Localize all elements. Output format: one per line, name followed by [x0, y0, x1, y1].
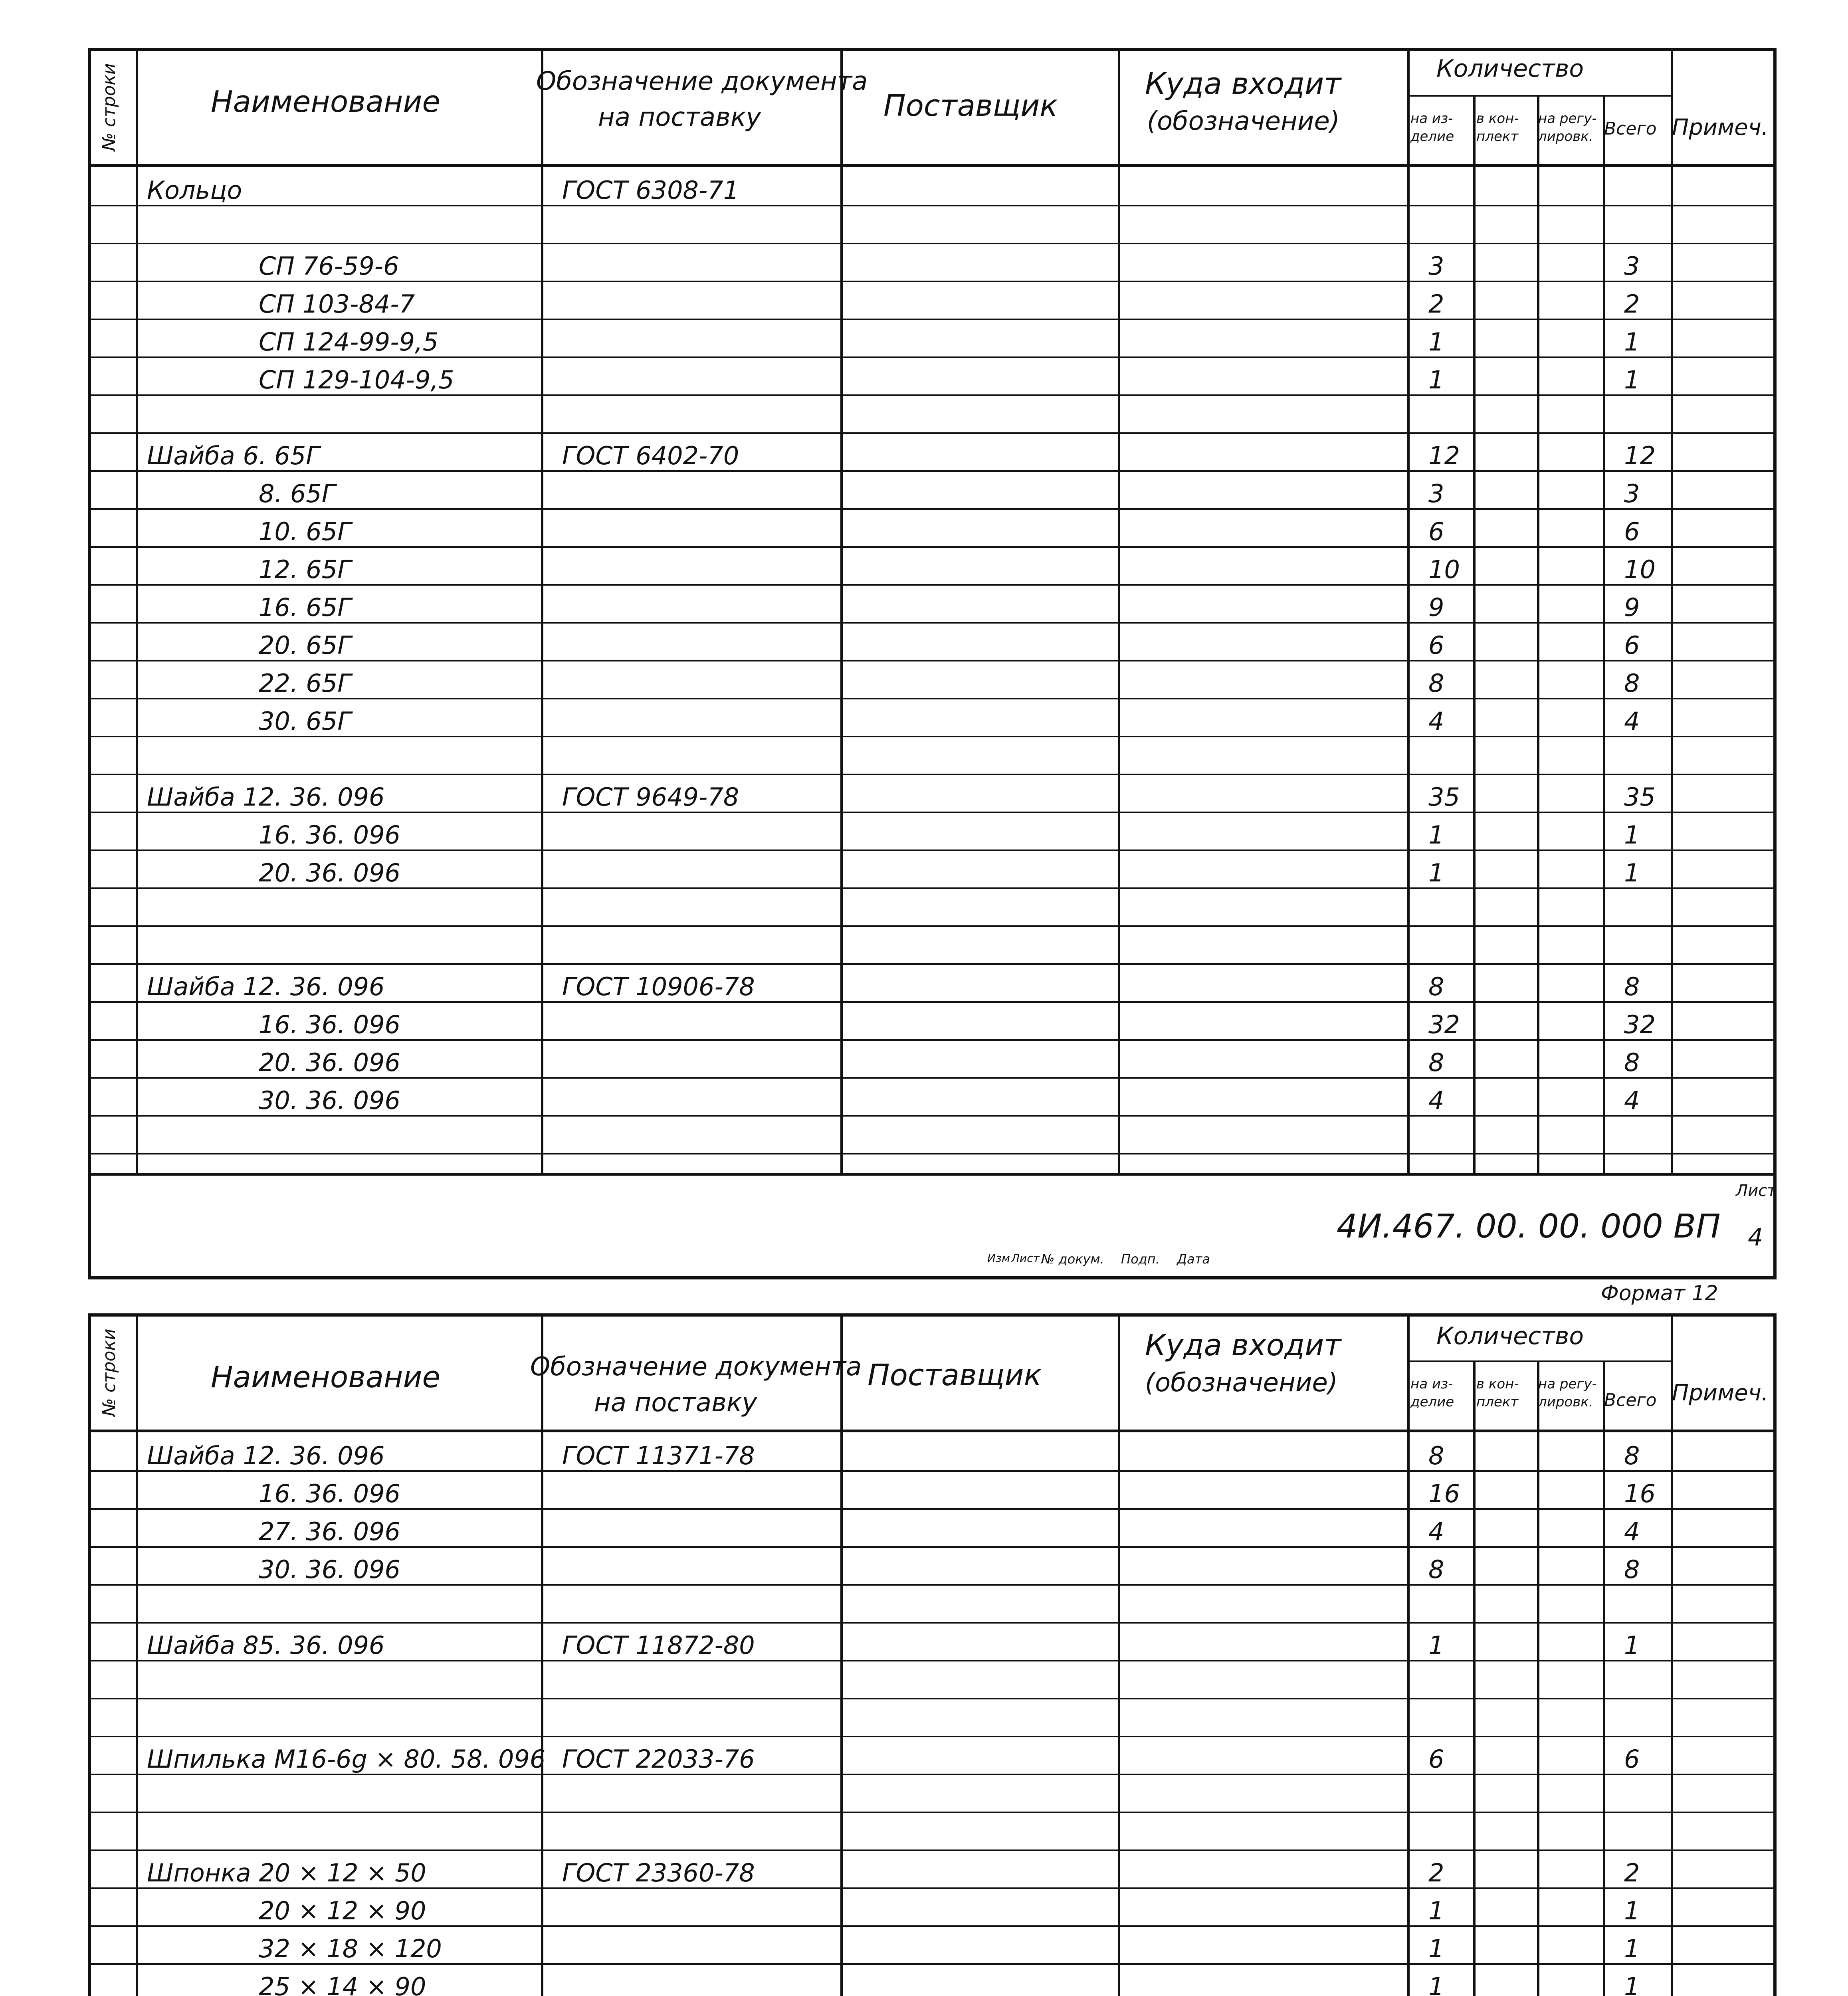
- qty-total: 10: [1624, 555, 1656, 584]
- item-name: СП 103-84-7: [259, 289, 415, 319]
- qty-per-item: 9: [1428, 593, 1444, 622]
- item-name: Шайба 12. 36. 096: [147, 972, 385, 1001]
- header-doc-1: Обозначение документа: [536, 67, 868, 96]
- item-name: 16. 65Г: [259, 593, 351, 622]
- column-divider: [840, 51, 843, 1173]
- qty-per-item: 12: [1428, 441, 1460, 470]
- header-where-1: Куда входит: [1145, 67, 1341, 101]
- item-name: 20. 36. 096: [259, 1048, 400, 1077]
- qty-per-item: 32: [1428, 1010, 1460, 1039]
- column-divider: [1407, 1317, 1410, 1996]
- header-doc-2: на поставку: [594, 1388, 757, 1418]
- qty-total: 6: [1624, 517, 1640, 546]
- row-divider: [91, 1001, 1773, 1003]
- row-divider: [91, 281, 1773, 282]
- row-divider: [91, 319, 1773, 320]
- row-divider: [91, 1470, 1773, 1472]
- item-name: Кольцо: [147, 176, 242, 205]
- item-name: Шайба 85. 36. 096: [147, 1631, 385, 1660]
- column-divider: [1407, 51, 1410, 1173]
- qty-total: 8: [1624, 1555, 1640, 1584]
- qty-total: 32: [1624, 1010, 1656, 1039]
- header-doc-1: Обозначение документа: [530, 1352, 862, 1382]
- qty-total: 1: [1624, 1631, 1640, 1660]
- column-divider: [1603, 95, 1605, 1173]
- item-name: 25 × 14 × 90: [259, 1972, 426, 1996]
- row-divider: [91, 1887, 1773, 1889]
- row-divider: [91, 1077, 1773, 1079]
- sheet-4: [88, 48, 1777, 1279]
- header-q1-1: на из-: [1410, 1376, 1453, 1392]
- row-divider: [91, 849, 1773, 851]
- header-q4: Всего: [1604, 1390, 1657, 1410]
- item-document: ГОСТ 6308-71: [562, 176, 739, 205]
- item-name: 10. 65Г: [259, 517, 351, 546]
- row-divider: [91, 1622, 1773, 1624]
- header-q2-2: плект: [1476, 129, 1519, 145]
- qty-total: 4: [1624, 1517, 1640, 1546]
- header-note: Примеч.: [1672, 115, 1769, 141]
- item-document: ГОСТ 11872-80: [562, 1631, 755, 1660]
- qty-per-item: 6: [1428, 1745, 1444, 1774]
- qty-per-item: 8: [1428, 972, 1444, 1001]
- qty-total: 8: [1624, 669, 1640, 698]
- qty-per-item: 4: [1428, 707, 1444, 736]
- sheet-5: [88, 1313, 1777, 1996]
- qty-per-item: 4: [1428, 1517, 1444, 1546]
- header-q3-2: лировк.: [1538, 129, 1593, 145]
- row-divider: [91, 1925, 1773, 1927]
- item-name: 12. 65Г: [259, 555, 351, 584]
- row-divider: [91, 1774, 1773, 1775]
- qty-total: 1: [1624, 365, 1640, 394]
- qty-per-item: 3: [1428, 479, 1444, 508]
- item-name: 8. 65Г: [259, 479, 336, 508]
- sheet-number: 4: [1748, 1224, 1763, 1251]
- qty-total: 8: [1624, 972, 1640, 1001]
- qty-per-item: 8: [1428, 1048, 1444, 1077]
- qty-per-item: 8: [1428, 669, 1444, 698]
- qty-header-divider: [1408, 95, 1672, 97]
- qty-total: 6: [1624, 631, 1640, 660]
- stamp-ndoc: № докум.: [1041, 1251, 1104, 1267]
- column-divider: [541, 51, 543, 1173]
- row-divider: [91, 1698, 1773, 1699]
- header-note: Примеч.: [1672, 1380, 1769, 1406]
- qty-per-item: 1: [1428, 327, 1444, 356]
- column-divider: [1118, 51, 1120, 1173]
- qty-per-item: 6: [1428, 631, 1444, 660]
- header-q2-1: в кон-: [1476, 111, 1519, 127]
- header-q2-1: в кон-: [1476, 1376, 1519, 1392]
- format-label-1: Формат 12: [1601, 1281, 1718, 1305]
- item-document: ГОСТ 10906-78: [562, 972, 755, 1001]
- row-divider: [91, 470, 1773, 472]
- row-divider: [91, 546, 1773, 548]
- qty-per-item: 1: [1428, 820, 1444, 849]
- row-divider: [91, 1115, 1773, 1117]
- qty-per-item: 1: [1428, 1896, 1444, 1925]
- column-divider: [840, 1317, 843, 1996]
- row-divider: [91, 1508, 1773, 1510]
- qty-per-item: 35: [1428, 782, 1460, 812]
- header-qty: Количество: [1436, 1322, 1584, 1350]
- qty-total: 16: [1624, 1479, 1656, 1508]
- header-q3-1: на регу-: [1538, 111, 1597, 127]
- qty-total: 9: [1624, 593, 1640, 622]
- header-supplier: Поставщик: [883, 89, 1058, 123]
- qty-per-item: 1: [1428, 1972, 1444, 1996]
- qty-total: 3: [1624, 479, 1640, 508]
- row-divider: [91, 1584, 1773, 1586]
- qty-per-item: 8: [1428, 1441, 1444, 1470]
- row-divider: [91, 698, 1773, 699]
- header-name: Наименование: [211, 85, 441, 119]
- item-name: 20. 36. 096: [259, 858, 400, 887]
- item-document: ГОСТ 9649-78: [562, 782, 739, 812]
- item-document: ГОСТ 6402-70: [562, 441, 739, 470]
- item-name: 30. 36. 096: [259, 1555, 400, 1584]
- qty-total: 1: [1624, 1934, 1640, 1963]
- column-divider: [136, 51, 138, 1173]
- column-divider: [1473, 95, 1476, 1173]
- column-divider: [1473, 1360, 1476, 1996]
- row-divider: [91, 774, 1773, 775]
- item-name: Шайба 12. 36. 096: [147, 782, 385, 812]
- row-divider: [91, 736, 1773, 737]
- qty-total: 1: [1624, 1896, 1640, 1925]
- table-body: [91, 51, 1773, 1161]
- item-name: 32 × 18 × 120: [259, 1934, 442, 1963]
- item-name: 22. 65Г: [259, 669, 351, 698]
- row-divider: [91, 887, 1773, 889]
- qty-total: 3: [1624, 251, 1640, 281]
- header-q1-2: делие: [1410, 129, 1454, 145]
- qty-total: 35: [1624, 782, 1656, 812]
- item-name: 16. 36. 096: [259, 1010, 400, 1039]
- row-divider: [91, 1812, 1773, 1813]
- row-divider: [91, 963, 1773, 965]
- row-divider: [91, 1039, 1773, 1041]
- qty-per-item: 2: [1428, 289, 1444, 319]
- item-name: Шайба 6. 65Г: [147, 441, 320, 470]
- row-divider: [91, 812, 1773, 813]
- item-name: СП 124-99-9,5: [259, 327, 439, 356]
- item-name: Шпилька М16-6g × 80. 58. 096: [147, 1745, 546, 1774]
- header-q1-2: делие: [1410, 1394, 1454, 1410]
- header-where-2: (обозначение): [1147, 107, 1340, 136]
- document-code: 4И.467. 00. 00. 000 ВП: [1337, 1208, 1721, 1246]
- qty-total: 1: [1624, 327, 1640, 356]
- qty-total: 8: [1624, 1441, 1640, 1470]
- stamp-data: Дата: [1177, 1251, 1210, 1267]
- qty-total: 8: [1624, 1048, 1640, 1077]
- column-divider: [1118, 1317, 1120, 1996]
- row-divider: [91, 660, 1773, 661]
- row-divider: [91, 1546, 1773, 1548]
- header-doc-2: на поставку: [598, 103, 761, 132]
- stamp-list: Лист: [1011, 1251, 1040, 1265]
- column-divider: [1537, 1360, 1539, 1996]
- header-qty: Количество: [1436, 55, 1584, 83]
- item-name: 30. 36. 096: [259, 1086, 400, 1115]
- item-name: 16. 36. 096: [259, 820, 400, 849]
- qty-total: 1: [1624, 820, 1640, 849]
- item-name: СП 76-59-6: [259, 251, 399, 281]
- header-line-no: № строки: [99, 63, 119, 151]
- column-divider: [541, 1317, 543, 1996]
- item-document: ГОСТ 22033-76: [562, 1745, 755, 1774]
- item-name: 16. 36. 096: [259, 1479, 400, 1508]
- item-name: Шайба 12. 36. 096: [147, 1441, 385, 1470]
- qty-per-item: 10: [1428, 555, 1460, 584]
- item-name: 27. 36. 096: [259, 1517, 400, 1546]
- qty-total: 2: [1624, 289, 1640, 319]
- row-divider: [91, 1963, 1773, 1965]
- item-document: ГОСТ 11371-78: [562, 1441, 755, 1470]
- header-q4: Всего: [1604, 119, 1657, 139]
- item-name: Шпонка 20 × 12 × 50: [147, 1858, 426, 1887]
- header-supplier: Поставщик: [868, 1358, 1042, 1392]
- row-divider: [91, 432, 1773, 434]
- column-divider: [1603, 1360, 1605, 1996]
- header-name: Наименование: [211, 1360, 441, 1394]
- item-document: ГОСТ 23360-78: [562, 1858, 755, 1887]
- header-line-no: № строки: [99, 1329, 119, 1416]
- row-divider: [91, 1736, 1773, 1737]
- qty-per-item: 1: [1428, 1631, 1444, 1660]
- qty-header-divider: [1408, 1360, 1672, 1362]
- item-name: 20 × 12 × 90: [259, 1896, 426, 1925]
- row-divider: [91, 1153, 1773, 1154]
- qty-total: 12: [1624, 441, 1656, 470]
- header-where-1: Куда входит: [1145, 1328, 1341, 1362]
- row-divider: [91, 622, 1773, 624]
- qty-total: 1: [1624, 1972, 1640, 1996]
- item-name: 20. 65Г: [259, 631, 351, 660]
- header-q3-1: на регу-: [1538, 1376, 1597, 1392]
- item-name: СП 129-104-9,5: [259, 365, 454, 394]
- qty-total: 2: [1624, 1858, 1640, 1887]
- row-divider: [91, 584, 1773, 586]
- qty-per-item: 3: [1428, 251, 1444, 281]
- header-q1-1: на из-: [1410, 111, 1453, 127]
- row-divider: [91, 508, 1773, 510]
- header-q2-2: плект: [1476, 1394, 1519, 1410]
- qty-total: 1: [1624, 858, 1640, 887]
- header-q3-2: лировк.: [1538, 1394, 1593, 1410]
- qty-per-item: 1: [1428, 1934, 1444, 1963]
- qty-per-item: 1: [1428, 365, 1444, 394]
- stamp-podp: Подп.: [1121, 1251, 1160, 1267]
- row-divider: [91, 356, 1773, 358]
- qty-per-item: 2: [1428, 1858, 1444, 1887]
- title-block: [91, 1173, 1777, 1283]
- stamp-izm: Изм: [987, 1251, 1010, 1265]
- sheet-label: Лист: [1736, 1182, 1777, 1200]
- column-divider: [1671, 51, 1673, 1173]
- header-where-2: (обозначение): [1145, 1368, 1338, 1398]
- qty-per-item: 8: [1428, 1555, 1444, 1584]
- table-body: [91, 1317, 1773, 1996]
- qty-per-item: 4: [1428, 1086, 1444, 1115]
- qty-total: 4: [1624, 707, 1640, 736]
- qty-per-item: 6: [1428, 517, 1444, 546]
- item-name: 30. 65Г: [259, 707, 351, 736]
- row-divider: [91, 394, 1773, 396]
- qty-per-item: 1: [1428, 858, 1444, 887]
- qty-per-item: 16: [1428, 1479, 1460, 1508]
- row-divider: [91, 925, 1773, 927]
- row-divider: [91, 1849, 1773, 1851]
- row-divider: [91, 1660, 1773, 1661]
- row-divider: [91, 243, 1773, 244]
- column-divider: [1671, 1317, 1673, 1996]
- column-divider: [136, 1317, 138, 1996]
- row-divider: [91, 205, 1773, 206]
- column-divider: [1537, 95, 1539, 1173]
- qty-total: 6: [1624, 1745, 1640, 1774]
- qty-total: 4: [1624, 1086, 1640, 1115]
